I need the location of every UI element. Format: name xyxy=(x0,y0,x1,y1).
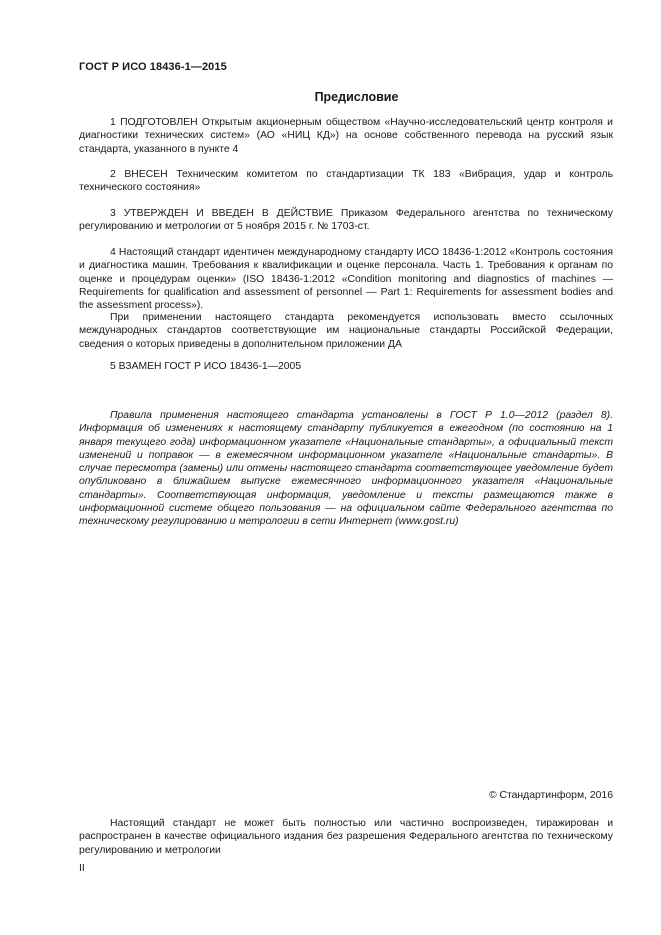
application-rules-notice: Правила применения настоящего стандарта установлены в ГОСТ Р 1.0—2012 (раздел 8). Информация об изменениях к настоящему стандарту публикуется в ежегодном (по состоянию на 1 января текущего года) информационном указателе «Национальные стандарты», а официальный текст изменений и поправок — в ежемесячном информационном указателе «Национальные стандарты». В случае пересмотра (замены) или отмены настоящего стандарта соответствующее уведомление будет опубликовано в ближайшем выпуске ежемесячного информационного указателя «Национальные стандарты». Соответствующая информация, уведомление и тексты размещаются также в информационной системе общего пользования — на официальном сайте Федерального агентства по техническому регулированию и метрологии в сети Интернет (www.gost.ru) xyxy=(79,410,613,528)
section-title-text: Предисловие xyxy=(314,90,399,104)
section-title xyxy=(0,90,661,104)
document-header: ГОСТ Р ИСО 18436-1—2015 xyxy=(79,61,227,73)
copyright-line: © Стандартинформ, 2016 xyxy=(488,790,613,801)
foreword-item-5: 5 ВЗАМЕН ГОСТ Р ИСО 18436-1—2005 xyxy=(110,361,302,372)
page-number: II xyxy=(79,863,85,874)
foreword-item-3: 3 УТВЕРЖДЕН И ВВЕДЕН В ДЕЙСТВИЕ Приказом Федерального агентства по техническому регулированию и метрологии от 5 ноября 2015 г. № 1703-ст. xyxy=(79,208,613,233)
reprint-notice: Настоящий стандарт не может быть полностью или частично воспроизведен, тиражирован и распространен в качестве официального издания без разрешения Федерального агентства по техническому регулированию и метрологии xyxy=(79,818,613,856)
foreword-item-4-note: При применении настоящего стандарта рекомендуется использовать вместо ссылочных международных стандартов соответствующие им национальные стандарты Российской Федерации, сведения о которых приведены в дополнительном приложении ДА xyxy=(79,312,613,350)
foreword-item-2: 2 ВНЕСЕН Техническим комитетом по стандартизации ТК 183 «Вибрация, удар и контроль технического состояния» xyxy=(79,169,613,194)
foreword-item-4: 4 Настоящий стандарт идентичен международному стандарту ИСО 18436-1:2012 «Контроль состояния и диагностика машин. Требования к квалификации и оценке персонала. Часть 1. Требования к органам по оценке и процедурам оценки» (ISO 18436-1:2012 «Condition monitoring and diagnostics of machines — Requirements for qualification and assessment of personnel — Part 1: Requirements for assessment bodies and the assessment process»). xyxy=(79,247,613,312)
foreword-item-1: 1 ПОДГОТОВЛЕН Открытым акционерным обществом «Научно-исследовательский центр контроля и диагностики технических систем» (АО «НИЦ КД») на основе собственного перевода на русский язык стандарта, указанного в пункте 4 xyxy=(79,117,613,155)
